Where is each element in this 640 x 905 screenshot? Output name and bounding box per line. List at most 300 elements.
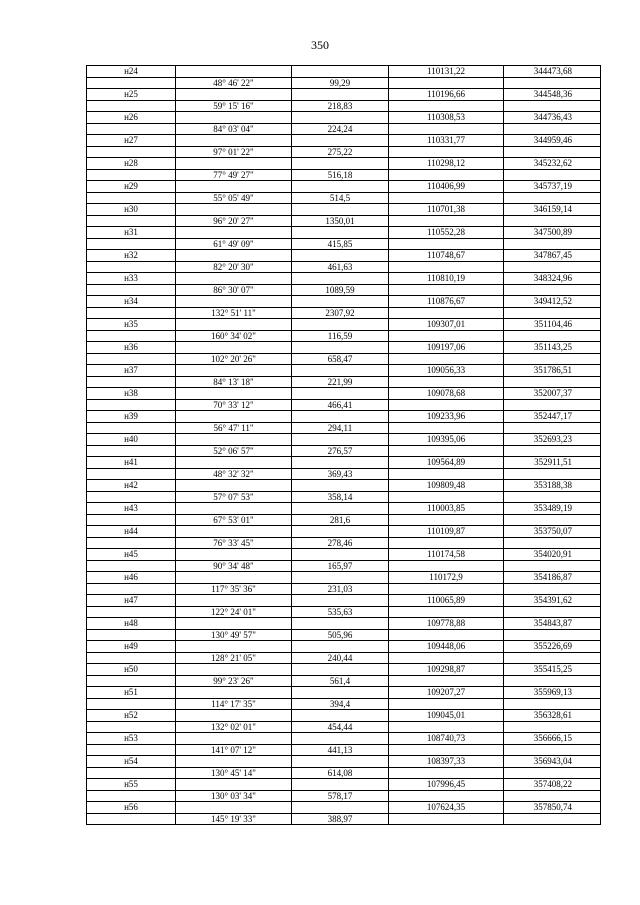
- y-empty-cell: [504, 514, 601, 526]
- table-row-segment: [87, 675, 601, 687]
- direction-angle-cell: 132° 51' 11": [176, 307, 292, 319]
- y-empty-cell: [504, 353, 601, 365]
- y-empty-cell: [504, 422, 601, 434]
- x-coordinate-cell: 109078,68: [389, 388, 504, 400]
- direction-angle-cell: 82° 20' 30": [176, 261, 292, 273]
- x-empty-cell: [389, 537, 504, 549]
- distance-empty-cell: [292, 158, 389, 170]
- angle-empty-cell: [176, 158, 292, 170]
- y-empty-cell: [504, 100, 601, 112]
- table-row-segment: [87, 284, 601, 296]
- y-coordinate-cell: 352007,37: [504, 388, 601, 400]
- angle-empty-cell: [176, 595, 292, 607]
- table-row-point: [87, 457, 601, 469]
- table-row-segment: [87, 813, 601, 825]
- table-row-segment: [87, 169, 601, 181]
- y-empty-cell: [504, 376, 601, 388]
- table-row-segment: [87, 330, 601, 342]
- table-row-point: [87, 802, 601, 814]
- point-empty-cell: [87, 698, 176, 710]
- distance-cell: 369,43: [292, 468, 389, 480]
- y-empty-cell: [504, 629, 601, 641]
- angle-empty-cell: [176, 227, 292, 239]
- point-name-cell: н45: [87, 549, 176, 561]
- point-name-cell: н44: [87, 526, 176, 538]
- x-coordinate-cell: 107624,35: [389, 802, 504, 814]
- table-row-point: [87, 342, 601, 354]
- y-empty-cell: [504, 652, 601, 664]
- y-coordinate-cell: 356943,04: [504, 756, 601, 768]
- table-row-segment: [87, 376, 601, 388]
- point-empty-cell: [87, 100, 176, 112]
- angle-empty-cell: [176, 411, 292, 423]
- distance-cell: 240,44: [292, 652, 389, 664]
- page-number: 350: [311, 38, 329, 52]
- point-empty-cell: [87, 537, 176, 549]
- direction-angle-cell: 55° 05' 49": [176, 192, 292, 204]
- table-row-point: [87, 526, 601, 538]
- x-coordinate-cell: 110331,77: [389, 135, 504, 147]
- x-coordinate-cell: 109564,89: [389, 457, 504, 469]
- angle-empty-cell: [176, 388, 292, 400]
- x-coordinate-cell: 110109,87: [389, 526, 504, 538]
- point-empty-cell: [87, 468, 176, 480]
- table-row-point: [87, 572, 601, 584]
- x-coordinate-cell: 109197,06: [389, 342, 504, 354]
- direction-angle-cell: 102° 20' 26": [176, 353, 292, 365]
- x-coordinate-cell: 109298,87: [389, 664, 504, 676]
- table-row-segment: [87, 514, 601, 526]
- direction-angle-cell: 114° 17' 35": [176, 698, 292, 710]
- angle-empty-cell: [176, 89, 292, 101]
- point-name-cell: н26: [87, 112, 176, 124]
- distance-empty-cell: [292, 112, 389, 124]
- direction-angle-cell: 99° 23' 26": [176, 675, 292, 687]
- distance-cell: 516,18: [292, 169, 389, 181]
- table-row-segment: [87, 77, 601, 89]
- table-row-segment: [87, 399, 601, 411]
- table-row-segment: [87, 629, 601, 641]
- distance-cell: 2307,92: [292, 307, 389, 319]
- y-coordinate-cell: 351143,25: [504, 342, 601, 354]
- x-empty-cell: [389, 629, 504, 641]
- x-empty-cell: [389, 813, 504, 825]
- x-coordinate-cell: 110172,9: [389, 572, 504, 584]
- y-empty-cell: [504, 537, 601, 549]
- angle-empty-cell: [176, 273, 292, 285]
- x-empty-cell: [389, 468, 504, 480]
- y-coordinate-cell: 351786,51: [504, 365, 601, 377]
- x-coordinate-cell: 110065,89: [389, 595, 504, 607]
- point-name-cell: н32: [87, 250, 176, 262]
- y-empty-cell: [504, 813, 601, 825]
- distance-cell: 221,99: [292, 376, 389, 388]
- point-empty-cell: [87, 491, 176, 503]
- x-empty-cell: [389, 330, 504, 342]
- direction-angle-cell: 70° 33' 12": [176, 399, 292, 411]
- table-row-segment: [87, 192, 601, 204]
- y-coordinate-cell: 344473,68: [504, 66, 601, 78]
- angle-empty-cell: [176, 319, 292, 331]
- distance-cell: 578,17: [292, 790, 389, 802]
- y-empty-cell: [504, 606, 601, 618]
- point-empty-cell: [87, 169, 176, 181]
- table-row-segment: [87, 468, 601, 480]
- table-row-segment: [87, 491, 601, 503]
- y-empty-cell: [504, 169, 601, 181]
- point-empty-cell: [87, 767, 176, 779]
- table-row-segment: [87, 445, 601, 457]
- y-empty-cell: [504, 399, 601, 411]
- y-coordinate-cell: 344959,46: [504, 135, 601, 147]
- angle-empty-cell: [176, 296, 292, 308]
- distance-empty-cell: [292, 434, 389, 446]
- table-row-point: [87, 181, 601, 193]
- y-coordinate-cell: 354843,87: [504, 618, 601, 630]
- point-empty-cell: [87, 721, 176, 733]
- x-empty-cell: [389, 238, 504, 250]
- distance-cell: 294,11: [292, 422, 389, 434]
- y-coordinate-cell: 356328,61: [504, 710, 601, 722]
- direction-angle-cell: 57° 07' 53": [176, 491, 292, 503]
- point-empty-cell: [87, 307, 176, 319]
- point-empty-cell: [87, 215, 176, 227]
- distance-empty-cell: [292, 710, 389, 722]
- direction-angle-cell: 141° 07' 12": [176, 744, 292, 756]
- y-coordinate-cell: 344548,36: [504, 89, 601, 101]
- distance-cell: 561,4: [292, 675, 389, 687]
- direction-angle-cell: 122° 24' 01": [176, 606, 292, 618]
- x-coordinate-cell: 109045,01: [389, 710, 504, 722]
- angle-empty-cell: [176, 779, 292, 791]
- angle-empty-cell: [176, 572, 292, 584]
- y-empty-cell: [504, 330, 601, 342]
- direction-angle-cell: 61° 49' 09": [176, 238, 292, 250]
- point-empty-cell: [87, 560, 176, 572]
- point-name-cell: н28: [87, 158, 176, 170]
- angle-empty-cell: [176, 112, 292, 124]
- x-empty-cell: [389, 192, 504, 204]
- distance-cell: 281,6: [292, 514, 389, 526]
- point-name-cell: н30: [87, 204, 176, 216]
- angle-empty-cell: [176, 135, 292, 147]
- angle-empty-cell: [176, 618, 292, 630]
- x-coordinate-cell: 110406,99: [389, 181, 504, 193]
- table-row-segment: [87, 215, 601, 227]
- distance-cell: 224,24: [292, 123, 389, 135]
- table-row-point: [87, 411, 601, 423]
- x-coordinate-cell: 110552,28: [389, 227, 504, 239]
- y-coordinate-cell: 355226,69: [504, 641, 601, 653]
- x-coordinate-cell: 109778,88: [389, 618, 504, 630]
- x-empty-cell: [389, 261, 504, 273]
- x-coordinate-cell: 109307,01: [389, 319, 504, 331]
- table-row-segment: [87, 422, 601, 434]
- point-name-cell: н39: [87, 411, 176, 423]
- x-coordinate-cell: 109395,06: [389, 434, 504, 446]
- direction-angle-cell: 132° 02' 01": [176, 721, 292, 733]
- point-name-cell: н41: [87, 457, 176, 469]
- point-empty-cell: [87, 629, 176, 641]
- table-row-point: [87, 66, 601, 78]
- distance-cell: 514,5: [292, 192, 389, 204]
- distance-cell: 275,22: [292, 146, 389, 158]
- y-coordinate-cell: 354020,91: [504, 549, 601, 561]
- y-coordinate-cell: 349412,52: [504, 296, 601, 308]
- x-coordinate-cell: 110876,67: [389, 296, 504, 308]
- distance-empty-cell: [292, 89, 389, 101]
- direction-angle-cell: 84° 13' 18": [176, 376, 292, 388]
- distance-cell: 441,13: [292, 744, 389, 756]
- angle-empty-cell: [176, 641, 292, 653]
- distance-empty-cell: [292, 365, 389, 377]
- angle-empty-cell: [176, 802, 292, 814]
- table-row-point: [87, 710, 601, 722]
- point-name-cell: н47: [87, 595, 176, 607]
- x-empty-cell: [389, 675, 504, 687]
- distance-empty-cell: [292, 135, 389, 147]
- table-row-point: [87, 549, 601, 561]
- angle-empty-cell: [176, 756, 292, 768]
- y-empty-cell: [504, 560, 601, 572]
- x-empty-cell: [389, 491, 504, 503]
- distance-empty-cell: [292, 181, 389, 193]
- y-coordinate-cell: 353188,38: [504, 480, 601, 492]
- point-name-cell: н49: [87, 641, 176, 653]
- table-row-point: [87, 664, 601, 676]
- distance-cell: 231,03: [292, 583, 389, 595]
- y-coordinate-cell: 351104,46: [504, 319, 601, 331]
- x-coordinate-cell: 109207,27: [389, 687, 504, 699]
- y-coordinate-cell: 346159,14: [504, 204, 601, 216]
- point-name-cell: н52: [87, 710, 176, 722]
- distance-cell: 535,63: [292, 606, 389, 618]
- x-empty-cell: [389, 146, 504, 158]
- distance-empty-cell: [292, 250, 389, 262]
- distance-empty-cell: [292, 802, 389, 814]
- table-row-segment: [87, 123, 601, 135]
- y-empty-cell: [504, 721, 601, 733]
- point-name-cell: н43: [87, 503, 176, 515]
- angle-empty-cell: [176, 342, 292, 354]
- direction-angle-cell: 128° 21' 05": [176, 652, 292, 664]
- angle-empty-cell: [176, 710, 292, 722]
- angle-empty-cell: [176, 503, 292, 515]
- table-row-point: [87, 595, 601, 607]
- table-row-point: [87, 480, 601, 492]
- angle-empty-cell: [176, 434, 292, 446]
- table-row-point: [87, 388, 601, 400]
- y-coordinate-cell: 344736,43: [504, 112, 601, 124]
- table-row-segment: [87, 698, 601, 710]
- table-row-point: [87, 618, 601, 630]
- x-coordinate-cell: 110003,85: [389, 503, 504, 515]
- point-empty-cell: [87, 744, 176, 756]
- x-coordinate-cell: 108740,73: [389, 733, 504, 745]
- y-empty-cell: [504, 675, 601, 687]
- distance-empty-cell: [292, 572, 389, 584]
- point-empty-cell: [87, 514, 176, 526]
- point-empty-cell: [87, 123, 176, 135]
- distance-cell: 1089,59: [292, 284, 389, 296]
- table-row-point: [87, 733, 601, 745]
- point-name-cell: н53: [87, 733, 176, 745]
- distance-cell: 1350,01: [292, 215, 389, 227]
- table-row-point: [87, 687, 601, 699]
- distance-empty-cell: [292, 480, 389, 492]
- x-empty-cell: [389, 353, 504, 365]
- angle-empty-cell: [176, 526, 292, 538]
- x-coordinate-cell: 109233,96: [389, 411, 504, 423]
- coordinates-table: [86, 65, 601, 825]
- y-coordinate-cell: 354186,87: [504, 572, 601, 584]
- direction-angle-cell: 59° 15' 16": [176, 100, 292, 112]
- table-row-segment: [87, 606, 601, 618]
- table-row-segment: [87, 744, 601, 756]
- point-empty-cell: [87, 192, 176, 204]
- x-coordinate-cell: 109056,33: [389, 365, 504, 377]
- table-row-segment: [87, 767, 601, 779]
- distance-empty-cell: [292, 618, 389, 630]
- table-row-segment: [87, 537, 601, 549]
- y-empty-cell: [504, 698, 601, 710]
- x-coordinate-cell: 109448,06: [389, 641, 504, 653]
- y-coordinate-cell: 355969,13: [504, 687, 601, 699]
- direction-angle-cell: 48° 46' 22": [176, 77, 292, 89]
- distance-empty-cell: [292, 733, 389, 745]
- point-name-cell: н51: [87, 687, 176, 699]
- distance-cell: 461,63: [292, 261, 389, 273]
- table-row-point: [87, 227, 601, 239]
- x-empty-cell: [389, 514, 504, 526]
- direction-angle-cell: 130° 49' 57": [176, 629, 292, 641]
- direction-angle-cell: 117° 35' 36": [176, 583, 292, 595]
- y-coordinate-cell: 345737,19: [504, 181, 601, 193]
- distance-empty-cell: [292, 595, 389, 607]
- point-empty-cell: [87, 813, 176, 825]
- y-empty-cell: [504, 146, 601, 158]
- x-coordinate-cell: 110748,67: [389, 250, 504, 262]
- point-name-cell: н48: [87, 618, 176, 630]
- table-row-segment: [87, 583, 601, 595]
- point-empty-cell: [87, 77, 176, 89]
- table-row-point: [87, 89, 601, 101]
- distance-cell: 658,47: [292, 353, 389, 365]
- y-coordinate-cell: 345232,62: [504, 158, 601, 170]
- table-row-segment: [87, 790, 601, 802]
- point-empty-cell: [87, 376, 176, 388]
- point-name-cell: н46: [87, 572, 176, 584]
- direction-angle-cell: 48° 32' 32": [176, 468, 292, 480]
- table-row-segment: [87, 721, 601, 733]
- distance-cell: 614,08: [292, 767, 389, 779]
- distance-empty-cell: [292, 503, 389, 515]
- distance-cell: 394,4: [292, 698, 389, 710]
- point-name-cell: н34: [87, 296, 176, 308]
- point-empty-cell: [87, 583, 176, 595]
- distance-cell: 276,57: [292, 445, 389, 457]
- angle-empty-cell: [176, 733, 292, 745]
- table-row-point: [87, 434, 601, 446]
- x-empty-cell: [389, 123, 504, 135]
- x-coordinate-cell: 110810,19: [389, 273, 504, 285]
- y-empty-cell: [504, 261, 601, 273]
- point-name-cell: н40: [87, 434, 176, 446]
- distance-cell: 218,83: [292, 100, 389, 112]
- point-name-cell: н56: [87, 802, 176, 814]
- x-empty-cell: [389, 767, 504, 779]
- direction-angle-cell: 145° 19' 33": [176, 813, 292, 825]
- x-empty-cell: [389, 652, 504, 664]
- direction-angle-cell: 97° 01' 22": [176, 146, 292, 158]
- point-name-cell: н25: [87, 89, 176, 101]
- direction-angle-cell: 130° 03' 34": [176, 790, 292, 802]
- y-empty-cell: [504, 284, 601, 296]
- point-name-cell: н24: [87, 66, 176, 78]
- direction-angle-cell: 90° 34' 48": [176, 560, 292, 572]
- distance-cell: 99,29: [292, 77, 389, 89]
- x-coordinate-cell: 110701,38: [389, 204, 504, 216]
- distance-empty-cell: [292, 526, 389, 538]
- point-empty-cell: [87, 330, 176, 342]
- x-empty-cell: [389, 307, 504, 319]
- table-row-segment: [87, 146, 601, 158]
- table-row-point: [87, 112, 601, 124]
- y-coordinate-cell: 357850,74: [504, 802, 601, 814]
- direction-angle-cell: 84° 03' 04": [176, 123, 292, 135]
- point-name-cell: н36: [87, 342, 176, 354]
- angle-empty-cell: [176, 365, 292, 377]
- angle-empty-cell: [176, 204, 292, 216]
- direction-angle-cell: 52° 06' 57": [176, 445, 292, 457]
- distance-empty-cell: [292, 687, 389, 699]
- distance-cell: 454,44: [292, 721, 389, 733]
- point-empty-cell: [87, 790, 176, 802]
- table-row-point: [87, 641, 601, 653]
- direction-angle-cell: 130° 45' 14": [176, 767, 292, 779]
- angle-empty-cell: [176, 457, 292, 469]
- distance-cell: 165,97: [292, 560, 389, 572]
- distance-empty-cell: [292, 411, 389, 423]
- point-empty-cell: [87, 399, 176, 411]
- y-coordinate-cell: 352693,23: [504, 434, 601, 446]
- table-row-segment: [87, 238, 601, 250]
- point-empty-cell: [87, 652, 176, 664]
- table-row-segment: [87, 307, 601, 319]
- x-coordinate-cell: 110308,53: [389, 112, 504, 124]
- x-empty-cell: [389, 215, 504, 227]
- point-empty-cell: [87, 146, 176, 158]
- point-name-cell: н37: [87, 365, 176, 377]
- table-row-point: [87, 503, 601, 515]
- y-coordinate-cell: 353750,07: [504, 526, 601, 538]
- table-row-point: [87, 756, 601, 768]
- table-row-point: [87, 204, 601, 216]
- point-name-cell: н33: [87, 273, 176, 285]
- y-coordinate-cell: 356666,15: [504, 733, 601, 745]
- x-coordinate-cell: 110174,58: [389, 549, 504, 561]
- distance-empty-cell: [292, 664, 389, 676]
- direction-angle-cell: 67° 53' 01": [176, 514, 292, 526]
- x-empty-cell: [389, 698, 504, 710]
- x-empty-cell: [389, 169, 504, 181]
- table-row-point: [87, 273, 601, 285]
- direction-angle-cell: 77° 49' 27": [176, 169, 292, 181]
- coordinates-table-body: [87, 66, 601, 825]
- x-coordinate-cell: 107996,45: [389, 779, 504, 791]
- y-empty-cell: [504, 123, 601, 135]
- point-name-cell: н55: [87, 779, 176, 791]
